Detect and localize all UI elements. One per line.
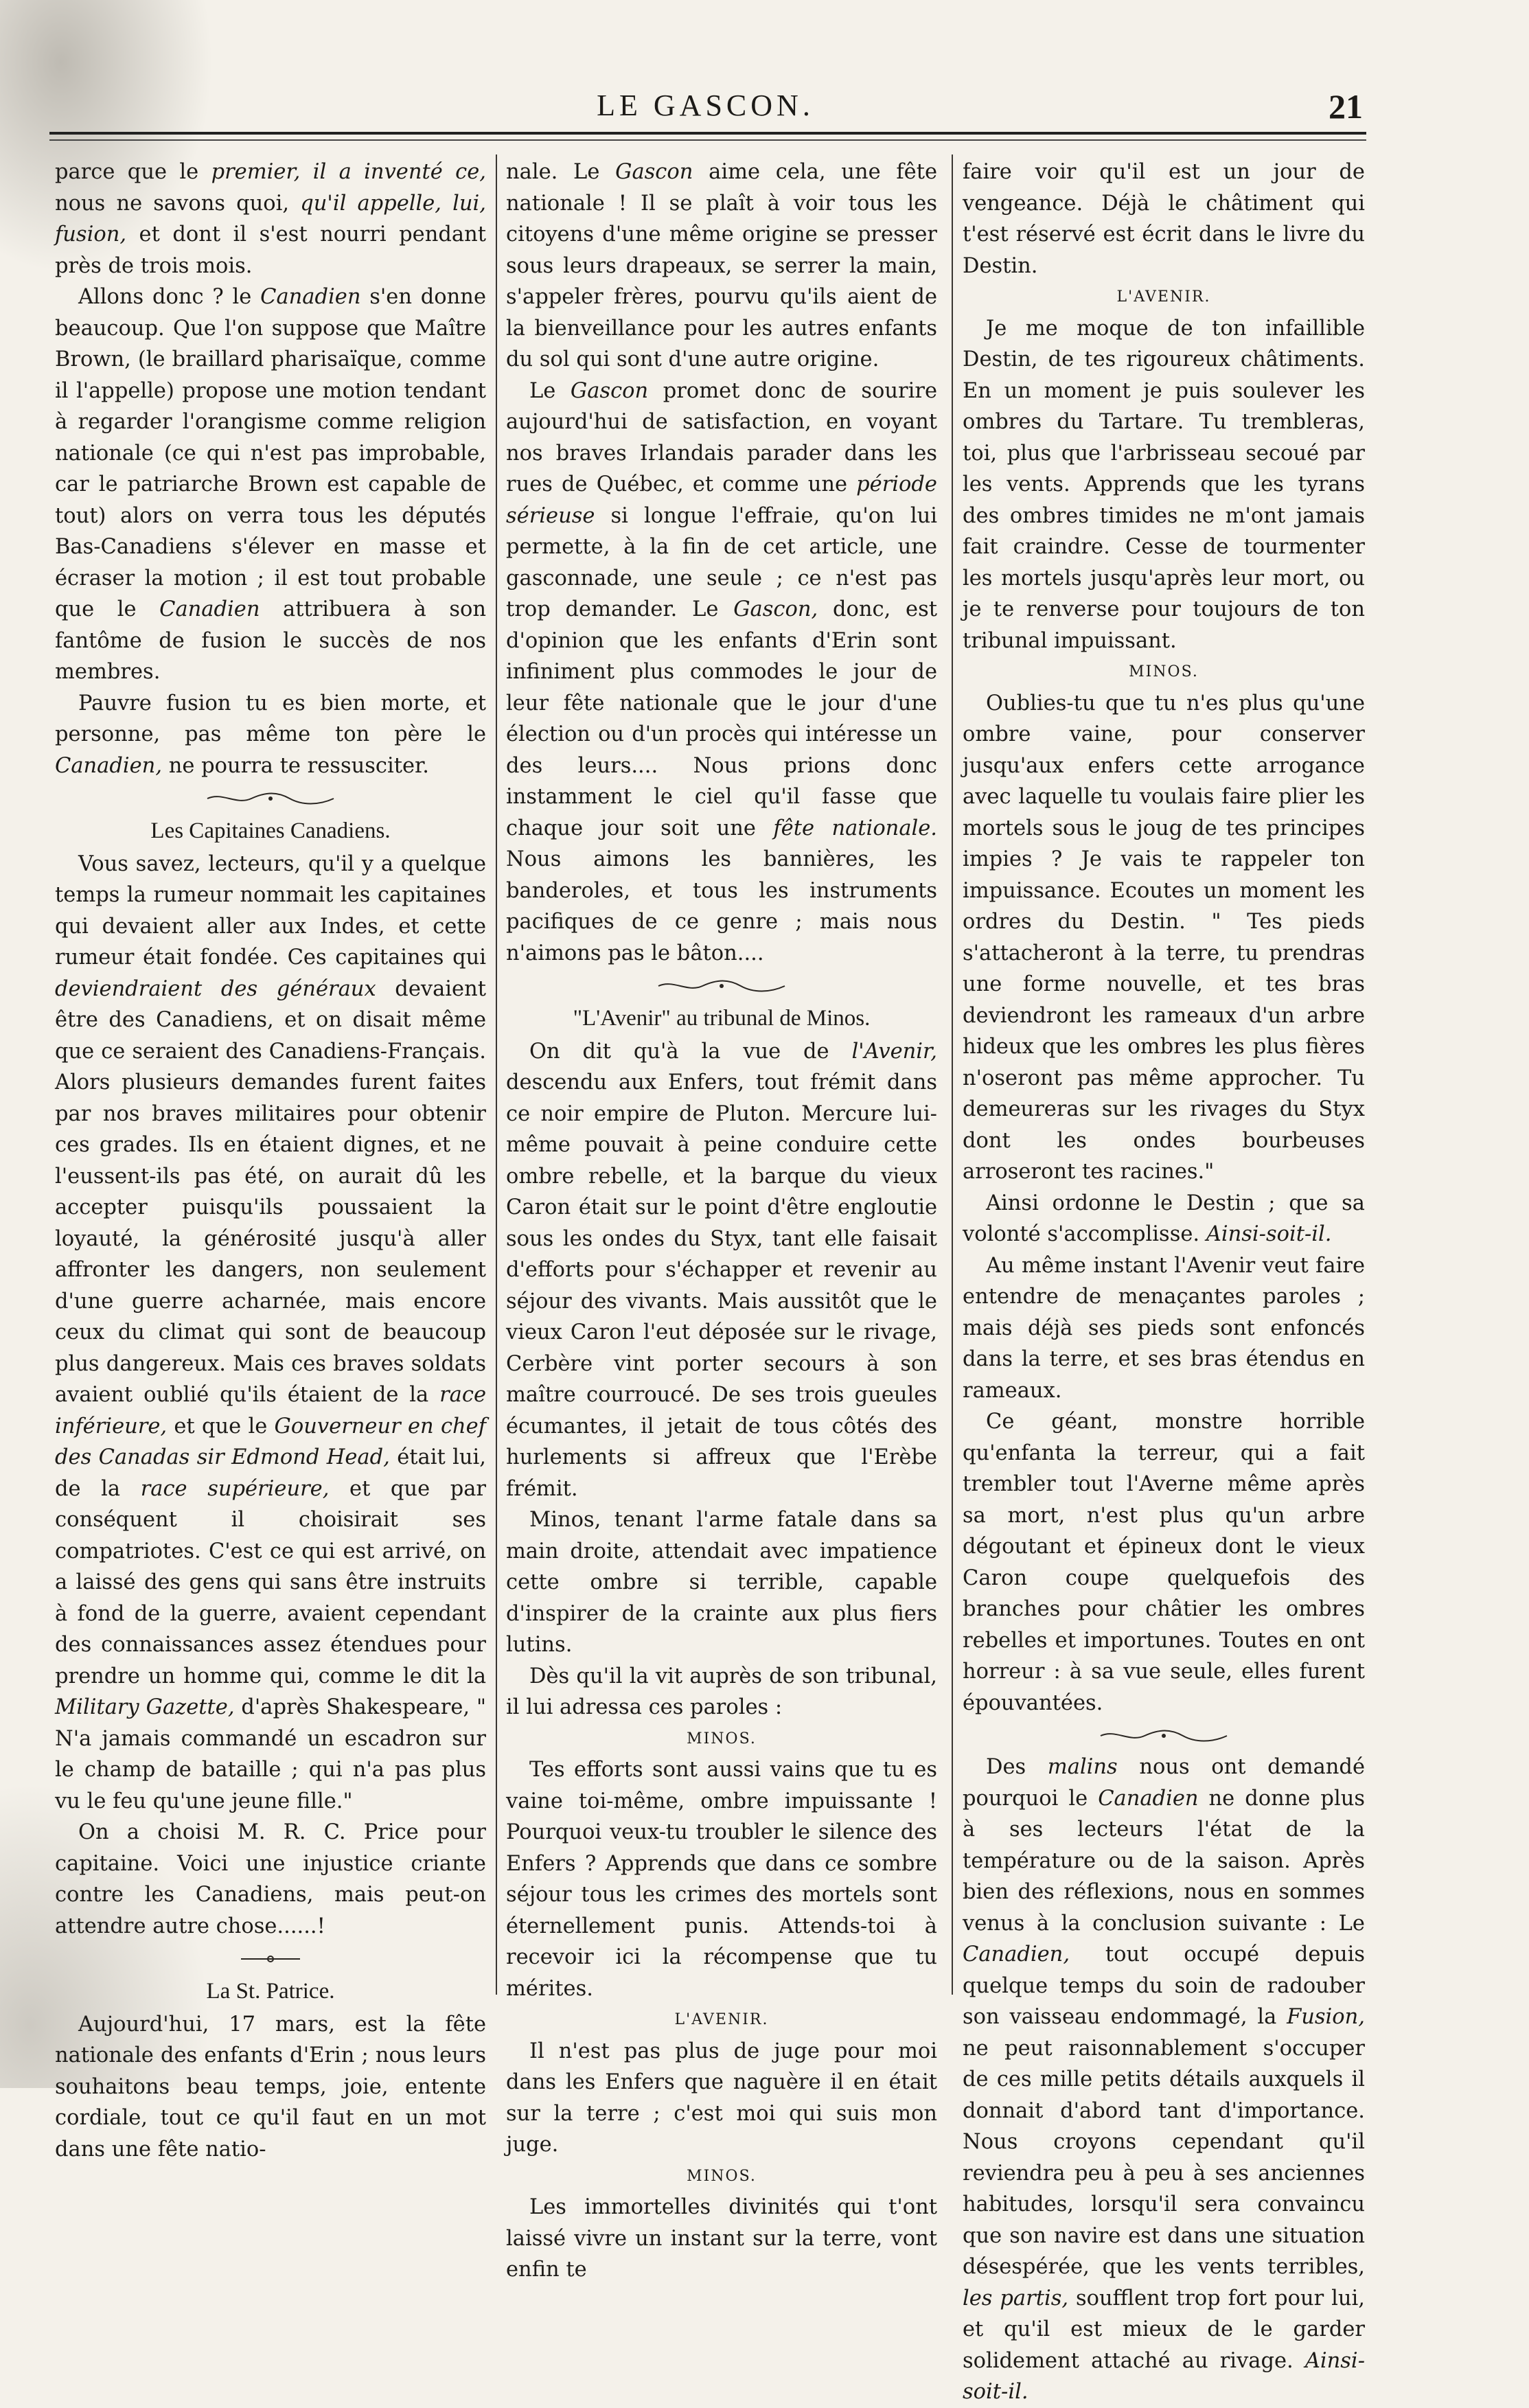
italic-text: Canadien bbox=[159, 597, 260, 621]
paragraph bbox=[963, 1406, 1365, 1719]
text-run: Ce géant, monstre horrible qu'enfanta la terreur, qui a fait trembler tout l'Averne même après sa mort, n'est plus qu'un arbre dégoutant et épineux dont le vieux Caron coupe quelquefois des branches pour châtier les ombres rebelles et importunes. Toutes en ont horreur : à sa vue seule, elles furent épouvantées. bbox=[963, 1410, 1365, 1715]
italic-text: Ainsi-soit-il. bbox=[1206, 1222, 1332, 1246]
text-run: Allons donc ? le bbox=[78, 285, 261, 309]
text-run: Aujourd'hui, 17 mars, est la fête nationale des enfants d'Erin ; nous leurs souhaitons beau temps, joie, entente cordiale, tout ce qu'il faut en un mot dans une fête natio- bbox=[55, 2012, 486, 2162]
text-run: Au même instant l'Avenir veut faire entendre de menaçantes paroles ; mais déjà ses pieds sont enfoncés dans la terre, et ses bras étendus en rameaux. bbox=[963, 1253, 1365, 1403]
column-3 bbox=[963, 157, 1365, 2408]
running-head bbox=[48, 88, 1363, 129]
text-run: d'après Shakespeare, " N'a jamais commandé un escadron sur le champ de bataille ; qui n'a pas plus vu le feu qu'une jeune fille." bbox=[55, 1695, 486, 1813]
text-run: On dit qu'à la vue de bbox=[529, 1039, 852, 1064]
paragraph bbox=[506, 157, 937, 376]
speaker-label: MINOS. bbox=[1129, 663, 1199, 680]
paragraph bbox=[55, 282, 486, 688]
text-run: attribuera à son fantôme de fusion le succès de nos membres. bbox=[55, 597, 486, 684]
speaker-label: MINOS. bbox=[687, 2167, 757, 2185]
italic-text: qu'il appelle, lui, fusion, bbox=[55, 191, 486, 246]
italic-text: malins bbox=[1047, 1755, 1118, 1779]
text-run: était lui, de la bbox=[55, 1445, 486, 1501]
italic-text: fête nationale. bbox=[773, 816, 938, 840]
paragraph bbox=[55, 688, 486, 782]
ornament-dash-icon bbox=[55, 1945, 486, 1972]
paragraph bbox=[963, 688, 1365, 1188]
text-run: nous ne savons quoi, bbox=[55, 191, 301, 216]
text-run: parce que le bbox=[55, 160, 211, 184]
paragraph bbox=[506, 2036, 937, 2161]
text-run: aime cela, une fête nationale ! Il se plaît à voir tous les citoyens d'une même origine se presser sous leurs drapeaux, se serrer la main, s'appeler frères, pourvu qu'ils aient de la bienveillance pour les autres enfants du sol qui sont d'une autre origine. bbox=[506, 160, 937, 371]
paragraph bbox=[55, 157, 486, 282]
paragraph bbox=[55, 849, 486, 1818]
italic-text: race supérieure, bbox=[140, 1476, 330, 1501]
text-run: ne peut raisonnablement s'occuper de ces mille petits détails auxquels il donnait d'abord tant d'importance. Nous croyons cependant qu'il reviendra peu à peu à ses anciennes habitudes, lorsqu'il sera convaincu que son navire est dans une situation désespérée, que les vents terribles, bbox=[963, 2036, 1365, 2279]
text-run: donc, est d'opinion que les enfants d'Erin sont infiniment plus commodes le jour de leur fête nationale que le jour d'une élection ou d'un procès qui intéresse un des leurs.... Nous prions donc instamment le ciel qu'il fasse que chaque jour soit une bbox=[506, 597, 937, 840]
text-run: et dont il s'est nourri pendant près de trois mois. bbox=[55, 222, 486, 278]
italic-text: l'Avenir, bbox=[851, 1039, 937, 1064]
text-run: Minos, tenant l'arme fatale dans sa main droite, attendait avec impatience cette ombre si terrible, capable d'inspirer de la crainte aux plus fiers lutins. bbox=[506, 1508, 937, 1657]
text-run: descendu aux Enfers, tout frémit dans ce noir empire de Pluton. Mercure lui-même pouvait à peine conduire cette ombre rebelle, et la barque du vieux Caron était sur le point d'être engloutie sous les ondes du Styx, tant elle faisait d'efforts pour s'échapper et revenir au séjour des vivants. Mais aussitôt que le vieux Caron l'eut déposée sur le rivage, Cerbère vint porter secours à son maître courroucé. De ses trois gueules écumantes, il jetait de tous côtés des hurlements si affreux que l'Erèbe frémit. bbox=[506, 1070, 937, 1501]
text-run: Je me moque de ton infaillible Destin, de tes rigoureux châtiments. En un moment je puis soulever les ombres du Tartare. Tu trembleras, toi, plus que l'arbrisseau secoué par les vents. Apprends que les tyrans des ombres timides ne m'ont jamais fait craindre. Cesse de tourmenter les mortels jusqu'après leur mort, ou je te renverse pour toujours de ton tribunal impuissant. bbox=[963, 316, 1365, 653]
italic-text: Gascon bbox=[615, 160, 693, 184]
italic-text: Fusion, bbox=[1287, 2005, 1365, 2029]
text-run: Tes efforts sont aussi vains que tu es vaine toi-même, ombre impuissante ! Pourquoi veux-tu troubler le silence des Enfers ? Apprends que dans ce sombre séjour tous les crimes des mortels sont éternellement punis. Attends-toi à recevoir ici la récompense que tu mérites. bbox=[506, 1758, 937, 2001]
text-run: soufflent trop fort pour lui, et qu'il est mieux de le garder solidement attaché au rivage. bbox=[963, 2286, 1365, 2373]
text-run: nale. Le bbox=[506, 160, 616, 184]
italic-text: race inférieure, bbox=[55, 1383, 486, 1438]
paragraph bbox=[506, 1661, 937, 1723]
text-run: Vous savez, lecteurs, qu'il y a quelque temps la rumeur nommait les capitaines qui devaient aller aux Indes, et cette rumeur était fondée. Ces capitaines qui bbox=[55, 851, 486, 970]
italic-text: deviendraient des généraux bbox=[55, 976, 376, 1001]
italic-text: Canadien bbox=[1098, 1786, 1199, 1811]
text-run: s'en donne beaucoup. Que l'on suppose que Maître Brown, (le braillard pharisaïque, comme il l'appelle) propose une motion tendant à regarder l'orangisme comme religion nationale (ce qui n'est pas improbable, car le patriarche Brown est capable de tout) alors on verra tous les députés Bas-Canadiens s'élever en masse et écraser la motion ; il est tout probable que le bbox=[55, 285, 487, 621]
text-run: faire voir qu'il est un jour de vengeance. Déjà le châtiment qui t'est réservé est écrit dans le livre du Destin. bbox=[963, 160, 1365, 278]
text-run: On a choisi M. R. C. Price pour capitaine. Voici une injustice criante contre les Canadiens, mais peut-on attendre autre chose......! bbox=[55, 1820, 486, 1938]
paragraph bbox=[506, 1754, 937, 2004]
column-rule bbox=[496, 154, 497, 1995]
paragraph bbox=[963, 313, 1365, 657]
paragraph bbox=[506, 2192, 937, 2286]
paragraph bbox=[506, 1504, 937, 1661]
ornament-flourish-icon bbox=[506, 972, 937, 999]
ornament-flourish-icon bbox=[55, 784, 486, 812]
text-run: nous ont demandé pourquoi le bbox=[963, 1755, 1366, 1811]
paragraph bbox=[963, 157, 1365, 282]
section-heading: Les Capitaines Canadiens. bbox=[150, 818, 391, 843]
section-heading: La St. Patrice. bbox=[206, 1979, 335, 2004]
text-run: Les immortelles divinités qui t'ont laissé vivre un instant sur la terre, vont enfin te bbox=[506, 2195, 937, 2282]
paragraph bbox=[963, 1188, 1365, 1250]
header-rule-thick bbox=[49, 132, 1366, 135]
running-title: LE GASCON. bbox=[597, 89, 814, 122]
ornament-flourish-icon bbox=[963, 1721, 1365, 1749]
paragraph bbox=[55, 1817, 486, 1942]
text-run: Ainsi ordonne le Destin ; que sa volonté s'accomplisse. bbox=[963, 1191, 1365, 1246]
text-run: devaient être des Canadiens, et on disait même que ce seraient des Canadiens-Français. Alors plusieurs demandes furent faites par nos braves militaires pour obtenir ces grades. Ils en étaient dignes, et ne l'eussent-ils pas été, on aurait dû les accepter puisqu'ils poussaient la loyauté, la générosité jusqu'à aller affronter les dangers, non seulement d'une guerre acharnée, mais encore ceux du climat qui sont de beaucoup plus dangereux. Mais ces braves soldats avaient oublié qu'ils étaient de la bbox=[55, 976, 486, 1407]
text-run: Des bbox=[986, 1755, 1048, 1779]
text-run: Dès qu'il la vit auprès de son tribunal, il lui adressa ces paroles : bbox=[506, 1664, 937, 1719]
text-run: ne donne plus à ses lecteurs l'état de la température ou de la saison. Après bien des réflexions, nous en sommes venus à la conclusion suivante : Le bbox=[963, 1786, 1366, 1936]
italic-text: Canadien, bbox=[55, 753, 163, 778]
speaker-label: MINOS. bbox=[687, 1730, 757, 1747]
section-heading: "L'Avenir" au tribunal de Minos. bbox=[573, 1006, 871, 1031]
paragraph bbox=[963, 1752, 1365, 2408]
column-2 bbox=[506, 157, 937, 2286]
text-run: Le bbox=[529, 378, 571, 403]
paragraph bbox=[506, 1036, 937, 1505]
italic-text: Gascon, bbox=[733, 597, 818, 621]
italic-text: période sérieuse bbox=[506, 472, 937, 528]
paragraph bbox=[55, 2009, 486, 2166]
text-run: tout occupé depuis quelque temps du soin de radouber son vaisseau endommagé, la bbox=[963, 1942, 1365, 2029]
italic-text: Gouverneur en chef des Canadas sir Edmond Head, bbox=[55, 1414, 487, 1469]
page-number: 21 bbox=[1329, 87, 1363, 126]
text-run: et que par conséquent il choisirait ses compatriotes. C'est ce qui est arrivé, on a laissé des gens qui sans être instruits à fond de la guerre, avaient cependant des connaissances assez étendues pour prendre un homme qui, comme le dit la bbox=[55, 1476, 487, 1688]
italic-text: premier, il a inventé ce, bbox=[211, 160, 486, 184]
text-run: Pauvre fusion tu es bien morte, et personne, pas même ton père le bbox=[55, 691, 486, 746]
text-run: si longue l'effraie, qu'on lui permette, à la fin de cet article, une gasconnade, une seule ; ce n'est pas trop demander. Le bbox=[506, 503, 937, 621]
text-run: ne pourra te ressusciter. bbox=[162, 753, 429, 778]
text-run: Oublies-tu que tu n'es plus qu'une ombre vaine, pour conserver jusqu'aux enfers cette arrogance avec laquelle tu voulais faire plier les mortels sous le joug de tes principes impies ? Je vais te rappeler ton impuissance. Ecoutes un moment les ordres du Destin. " Tes pieds s'attacheront à la terre, tu prendras une forme nouvelle, et tes bras deviendront les rameaux d'un arbre hideux que les ombres les plus fières n'oseront pas même approcher. Tu demeureras sur les rivages du Styx dont les ondes bourbeuses arroseront tes racines." bbox=[963, 691, 1365, 1184]
header-rule-thin bbox=[49, 139, 1366, 141]
italic-text: les partis, bbox=[963, 2286, 1069, 2310]
column-rule bbox=[952, 154, 953, 1995]
italic-text: Ainsi-soit-il. bbox=[963, 2348, 1365, 2404]
italic-text: Military Gazette, bbox=[55, 1695, 235, 1719]
paragraph bbox=[963, 1250, 1365, 1407]
text-run: et que le bbox=[167, 1414, 275, 1438]
italic-text: Canadien bbox=[260, 285, 361, 309]
text-run: Il n'est pas plus de juge pour moi dans les Enfers que naguère il en était sur la terre ; c'est moi qui suis mon juge. bbox=[506, 2039, 937, 2157]
column-1 bbox=[55, 157, 486, 2165]
speaker-label: L'AVENIR. bbox=[1116, 288, 1211, 306]
italic-text: Gascon bbox=[570, 378, 649, 403]
paragraph bbox=[506, 376, 937, 970]
text-run: promet donc de sourire aujourd'hui de satisfaction, en voyant nos braves Irlandais parader dans les rues de Québec, et comme une bbox=[506, 378, 937, 496]
text-run: Nous aimons les bannières, les banderoles, et tous les instruments pacifiques de ce genre ; mais nous n'aimons pas le bâton.... bbox=[506, 847, 937, 965]
italic-text: Canadien, bbox=[963, 1942, 1070, 1966]
speaker-label: L'AVENIR. bbox=[674, 2011, 769, 2028]
